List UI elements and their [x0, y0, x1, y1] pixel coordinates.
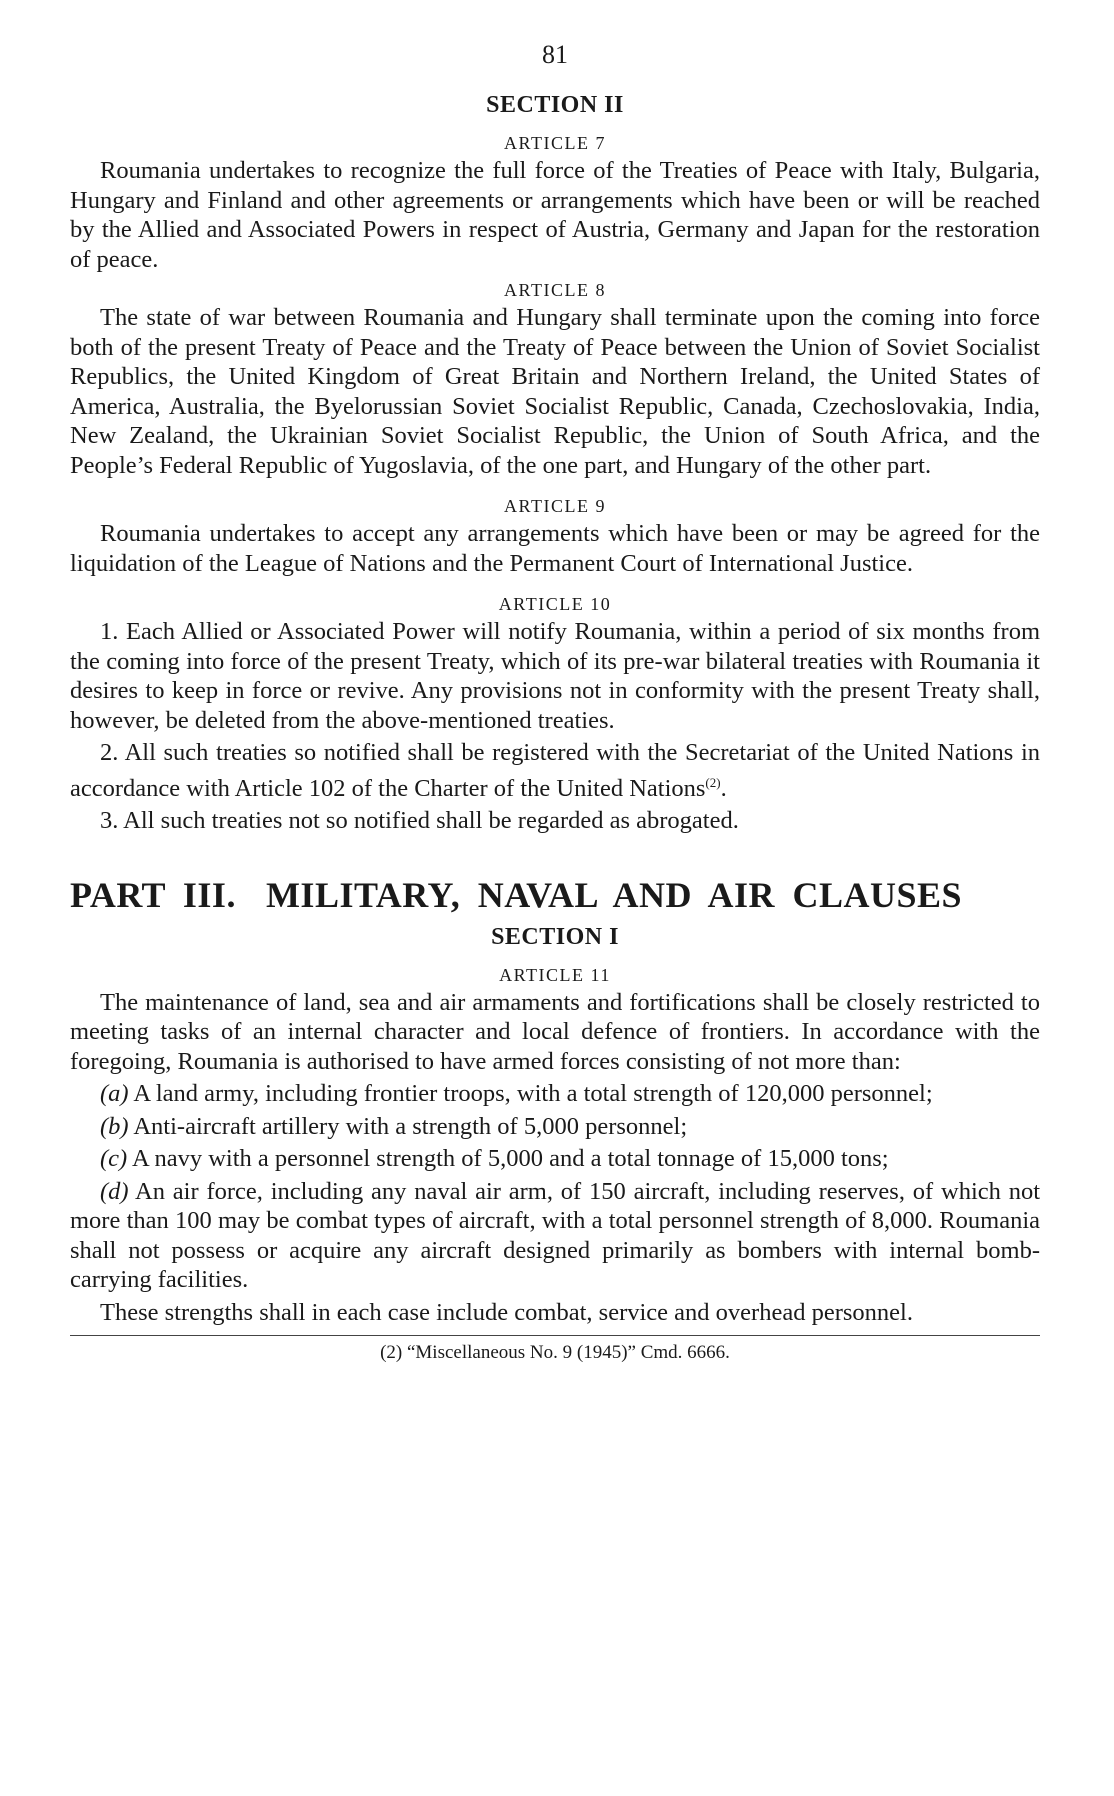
document-page — [70, 40, 1040, 1364]
list-item — [70, 1079, 1040, 1109]
item-text: A navy with a personnel strength of 5,000 and a total tonnage of 15,000 tons; — [127, 1145, 889, 1173]
article-paragraph: The maintenance of land, sea and air armaments and fortifications shall be closely restricted to meeting tasks of an internal character and local defence of frontiers. In accordance with the foregoing, Roumania is authorised to have armed forces consisting of not more than: — [70, 988, 1040, 1075]
list-item — [70, 1144, 1040, 1174]
article-paragraph: 3. All such treaties not so notified shall be regarded as abrogated. — [100, 807, 739, 835]
item-label: (d) — [100, 1177, 129, 1205]
part-title — [70, 874, 1040, 916]
item-label: (a) — [100, 1080, 129, 1108]
item-text: Anti-aircraft artillery with a strength of 5,000 personnel; — [128, 1112, 688, 1140]
article-heading: ARTICLE 11 — [499, 964, 611, 985]
paragraph-text: 2. All such treaties so notified shall be registered with the Secretariat of the United Nations in accordance with Article 102 of the Charter of the United Nations — [70, 739, 1040, 802]
footnote-reference: (2) — [705, 774, 721, 790]
item-label: (b) — [100, 1112, 129, 1140]
part-number: PART III. — [70, 874, 236, 915]
footnote-divider — [70, 1335, 1040, 1336]
article-paragraph: 1. Each Allied or Associated Power will notify Roumania, within a period of six months from the coming into force of the present Treaty, which of its pre-war bilateral treaties with Roumania it desires to keep in force or revive. Any provisions not in conformity with the present Treaty shall, however, be deleted from the above-mentioned treaties. — [70, 618, 1040, 734]
article-heading: ARTICLE 8 — [504, 280, 606, 300]
list-item — [70, 1177, 1040, 1295]
article-paragraph: Roumania undertakes to recognize the full force of the Treaties of Peace with Italy, Bulgaria, Hungary and Finland and other agreements or arrangements which have been or will be reached by the Allied and Associated Powers in respect of Austria, Germany and Japan for the restoration of peace. — [70, 157, 1040, 273]
article-heading: ARTICLE 7 — [504, 133, 606, 153]
article-heading: ARTICLE 9 — [504, 496, 606, 516]
list-item — [70, 1112, 1040, 1142]
article-paragraph: Roumania undertakes to accept any arrangements which have been or may be agreed for the liquidation of the League of Nations and the Permanent Court of International Justice. — [70, 520, 1040, 577]
article-paragraph: The state of war between Roumania and Hungary shall terminate upon the coming into force both of the present Treaty of Peace and the Treaty of Peace between the Union of Soviet Socialist Republics, the United Kingdom of Great Britain and Northern Ireland, the United States of America, Australia, the Byelorussian Soviet Socialist Republic, Canada, Czechoslovakia, India, New Zealand, the Ukrainian Soviet Socialist Republic, the Union of South Africa, and the People’s Federal Republic of Yugoslavia, of the one part, and Hungary of the other part. — [70, 304, 1040, 479]
section-title: SECTION I — [491, 923, 619, 950]
article-paragraph — [70, 738, 1040, 803]
article-paragraph: These strengths shall in each case include combat, service and overhead personnel. — [100, 1298, 913, 1326]
item-text: An air force, including any naval air arm, of 150 aircraft, including reserves, of which not more than 100 may be combat types of aircraft, with a total personnel strength of 8,000. Roumania shall not possess or acquire any aircraft designed primarily as bombers with internal bomb-carrying facilities. — [70, 1177, 1040, 1294]
footnote: (2) “Miscellaneous No. 9 (1945)” Cmd. 6666. — [380, 1342, 730, 1364]
item-text: A land army, including frontier troops, with a total strength of 120,000 personnel; — [128, 1080, 933, 1108]
article-heading: ARTICLE 10 — [498, 594, 612, 614]
page-number: 81 — [542, 40, 568, 69]
section-title: SECTION II — [486, 92, 624, 118]
part-name: MILITARY, NAVAL AND AIR CLAUSES — [265, 874, 963, 915]
paragraph-text: . — [720, 774, 727, 802]
item-label: (c) — [100, 1145, 128, 1173]
